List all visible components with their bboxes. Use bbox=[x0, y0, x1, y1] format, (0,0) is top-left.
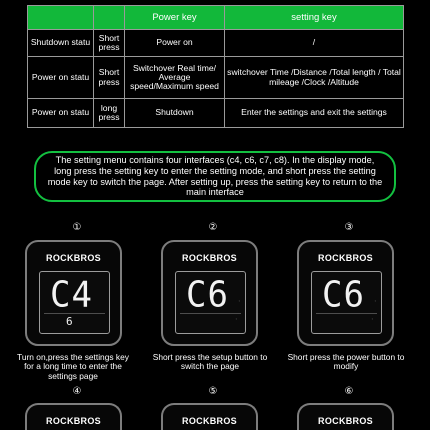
bike-computer-device-5 bbox=[161, 403, 258, 430]
table-cell: Switchover Real time/ Average speed/Maximum speed bbox=[125, 57, 225, 99]
setting-menu-notice bbox=[34, 151, 396, 202]
table-cell: Shutdown bbox=[125, 99, 225, 128]
screen-divider bbox=[180, 313, 241, 314]
table-cell: Power on bbox=[125, 30, 225, 57]
bike-computer-device-1 bbox=[25, 240, 122, 346]
lcd-screen bbox=[311, 271, 382, 334]
table-cell: Enter the settings and exit the settings bbox=[225, 99, 404, 128]
notice-text: The setting menu contains four interfaces (c4, c6, c7, c8). In the display mode, long press the setting key to enter the setting mode, and short press the setting mode key to switch the page. After setting up, press the setting key to return to the main interface bbox=[47, 154, 383, 198]
bike-computer-device-4 bbox=[25, 403, 122, 430]
step-number-3: ③ bbox=[344, 222, 354, 233]
brand-logo: ROCKBROS bbox=[318, 253, 373, 263]
header-setting-key: setting key bbox=[225, 6, 404, 30]
step-number-2: ② bbox=[208, 222, 218, 233]
screen-divider bbox=[44, 313, 105, 314]
lcd-main-display: C6 bbox=[322, 274, 365, 316]
step-number-4: ④ bbox=[72, 386, 82, 397]
table-cell: Power on statu bbox=[28, 57, 94, 99]
screen-divider bbox=[316, 313, 377, 314]
lcd-small-value: 6 bbox=[66, 315, 73, 328]
table-cell: Short press bbox=[94, 57, 125, 99]
brand-logo: ROCKBROS bbox=[318, 416, 373, 426]
table-row bbox=[28, 99, 404, 128]
key-function-table bbox=[27, 5, 404, 128]
bike-computer-device-2 bbox=[161, 240, 258, 346]
brand-logo: ROCKBROS bbox=[182, 416, 237, 426]
table-cell: Shutdown statu bbox=[28, 30, 94, 57]
lcd-main-display: C4 bbox=[50, 274, 93, 316]
lcd-screen bbox=[175, 271, 246, 334]
bike-computer-device-3 bbox=[297, 240, 394, 346]
table-cell: Power on statu bbox=[28, 99, 94, 128]
step-number-6: ⑥ bbox=[344, 386, 354, 397]
table-cell: / bbox=[225, 30, 404, 57]
unit-icon: ▫ bbox=[374, 299, 376, 303]
bike-computer-device-6 bbox=[297, 403, 394, 430]
lcd-main-display: C6 bbox=[186, 274, 229, 316]
table-row bbox=[28, 57, 404, 99]
lcd-screen bbox=[39, 271, 110, 334]
table-row bbox=[28, 30, 404, 57]
step-caption-3: Short press the power button to modify bbox=[287, 352, 405, 372]
table-header-row bbox=[28, 6, 404, 30]
unit-icon: ▫ bbox=[238, 299, 240, 303]
brand-logo: ROCKBROS bbox=[46, 253, 101, 263]
unit-icon: ▫ bbox=[371, 317, 373, 321]
table-cell: Short press bbox=[94, 30, 125, 57]
header-power-key: Power key bbox=[125, 6, 225, 30]
header-cell bbox=[28, 6, 94, 30]
brand-logo: ROCKBROS bbox=[46, 416, 101, 426]
brand-logo: ROCKBROS bbox=[182, 253, 237, 263]
step-caption-1: Turn on,press the settings key for a long time to enter the settings page bbox=[17, 352, 129, 381]
step-caption-2: Short press the setup button to switch the page bbox=[152, 352, 268, 372]
table-cell: long press bbox=[94, 99, 125, 128]
step-number-1: ① bbox=[72, 222, 82, 233]
table-cell: switchover Time /Distance /Total length / Total mileage /Clock /Altitude bbox=[225, 57, 404, 99]
header-cell bbox=[94, 6, 125, 30]
step-number-5: ⑤ bbox=[208, 386, 218, 397]
unit-icon: ▫ bbox=[235, 317, 237, 321]
